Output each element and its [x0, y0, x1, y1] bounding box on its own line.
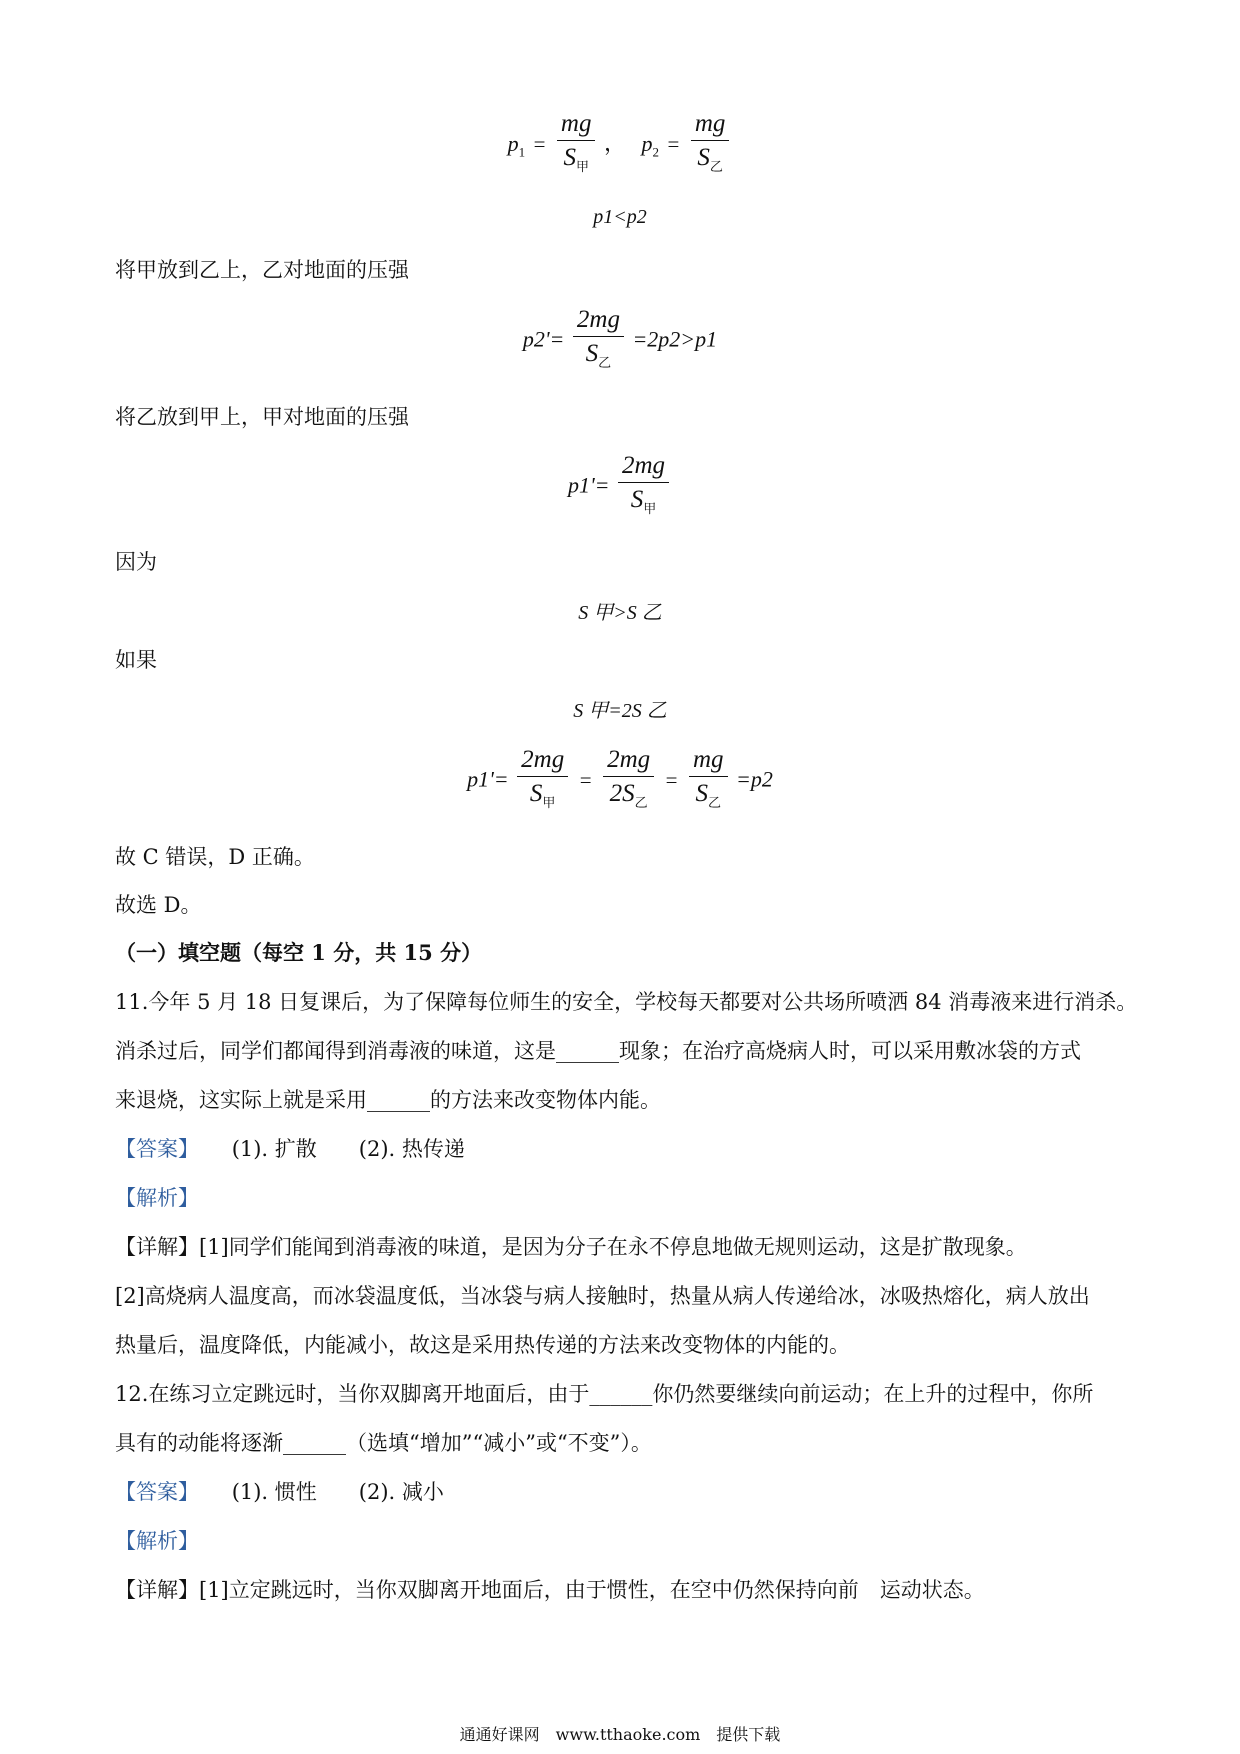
den-var: S [695, 780, 708, 807]
sub-1: 1 [518, 143, 526, 159]
answer-text: (1). 惯性 (2). 减小 [231, 1480, 444, 1504]
separator: ， [603, 130, 626, 156]
fraction-2mg-over-s-yi [573, 306, 624, 377]
formula-p2-prime [0, 306, 1240, 377]
denominator [559, 141, 593, 181]
rhs: =p2 [736, 766, 773, 792]
text-line-6: 故选 D。 [115, 893, 202, 917]
den-sub: 甲 [575, 159, 589, 174]
text-line-3: 因为 [115, 550, 157, 574]
den-sub: 乙 [707, 795, 721, 810]
q12-analysis-label: 【解析】 [115, 1529, 199, 1553]
text-line-5: 故 C 错误，D 正确。 [115, 845, 315, 869]
section-title: （一）填空题（每空 1 分，共 15 分） [115, 940, 483, 965]
q11-detail-3: 热量后，温度降低，内能减小，故这是采用热传递的方法来改变物体的内能的。 [115, 1333, 850, 1357]
comparison-p1-p2: p1<p2 [593, 206, 647, 228]
answer-label: 【答案】 [115, 1480, 199, 1504]
q11-line-3: 来退烧，这实际上就是采用______的方法来改变物体内能。 [115, 1088, 661, 1112]
q11-line-1: 11.今年 5 月 18 日复课后，为了保障每位师生的安全，学校每天都要对公共场所喷洒 84 消毒液来进行消杀。 [115, 990, 1138, 1014]
formula-p1-prime [0, 452, 1240, 523]
den-sub: 甲 [542, 795, 556, 810]
numerator: 2mg [603, 746, 654, 777]
q12-detail-1: 【详解】[1]立定跳远时，当你双脚离开地面后，由于惯性，在空中仍然保持向前 运动状态。 [115, 1578, 985, 1602]
text-line-2: 将乙放到甲上，甲对地面的压强 [115, 405, 409, 429]
numerator: 2mg [517, 746, 568, 777]
lhs: p1'= [567, 472, 610, 498]
formula-p1-left [507, 130, 531, 159]
q11-detail-1: 【详解】[1]同学们能闻到消毒液的味道，是因为分子在永不停息地做无规则运动，这是扩散现象。 [115, 1235, 1027, 1259]
den-var: S [630, 486, 644, 513]
numerator: 2mg [573, 306, 624, 337]
rhs: =2p2>p1 [632, 326, 718, 352]
den-var: S [585, 340, 599, 367]
denominator [627, 483, 661, 523]
q12-line-1: 12.在练习立定跳远时，当你双脚离开地面后，由于______你仍然要继续向前运动；在上升的过程中，你所 [115, 1382, 1094, 1406]
denominator [606, 777, 652, 817]
lhs: p2'= [522, 326, 565, 352]
page-footer: 通通好课网 www.tthaoke.com 提供下载 [459, 1725, 781, 1744]
denominator [582, 337, 616, 377]
var-p: p [507, 130, 519, 156]
den-var: 2S [609, 780, 635, 807]
fraction-b [603, 746, 654, 817]
q11-line-2: 消杀过后，同学们都闻得到消毒液的味道，这是______现象；在治疗高烧病人时，可以采用敷冰袋的方式 [115, 1039, 1081, 1063]
q11-answer [115, 1133, 465, 1163]
den-var: S [529, 780, 543, 807]
q12-answer [115, 1476, 444, 1506]
equals-sign: = [579, 767, 592, 792]
numerator: mg [689, 746, 728, 777]
lhs: p1'= [467, 766, 509, 792]
q11-analysis-label: 【解析】 [115, 1186, 199, 1210]
denominator [691, 777, 725, 817]
formula-p2-left [641, 130, 665, 159]
den-sub: 乙 [709, 159, 723, 174]
denominator [526, 777, 560, 817]
numerator: mg [691, 110, 730, 141]
answer-label: 【答案】 [115, 1137, 199, 1161]
condition-s-jia-2s-yi: S 甲=2S 乙 [573, 700, 667, 722]
numerator: mg [557, 110, 596, 141]
fraction-2mg-over-s-jia [618, 452, 669, 523]
equals-sign: = [665, 767, 678, 792]
sub-2: 2 [652, 143, 659, 159]
var-p: p [641, 130, 653, 156]
formula-p1-p2 [0, 110, 1240, 181]
den-sub: 乙 [634, 795, 648, 810]
fraction-mg-over-s-jia [557, 110, 596, 181]
answer-text: (1). 扩散 (2). 热传递 [231, 1137, 465, 1161]
equals-sign: = [667, 131, 680, 156]
q12-line-2: 具有的动能将逐渐______（选填“增加”“减小”或“不变”）。 [115, 1431, 652, 1455]
formula-p1-prime-chain [0, 746, 1240, 817]
comparison-s-jia-s-yi: S 甲>S 乙 [578, 602, 662, 624]
equals-sign: = [533, 131, 546, 156]
den-var: S [697, 144, 710, 171]
den-sub: 甲 [643, 501, 657, 516]
denominator [693, 141, 727, 181]
den-var: S [563, 144, 576, 171]
q11-detail-2: [2]高烧病人温度高，而冰袋温度低，当冰袋与病人接触时，热量从病人传递给冰，冰吸热熔化，病人放出 [115, 1284, 1090, 1308]
fraction-c [689, 746, 728, 817]
fraction-a [517, 746, 568, 817]
numerator: 2mg [618, 452, 669, 483]
fraction-mg-over-s-yi [691, 110, 730, 181]
text-line-1: 将甲放到乙上，乙对地面的压强 [115, 258, 409, 282]
text-line-4: 如果 [115, 648, 157, 672]
den-sub: 乙 [598, 355, 612, 370]
